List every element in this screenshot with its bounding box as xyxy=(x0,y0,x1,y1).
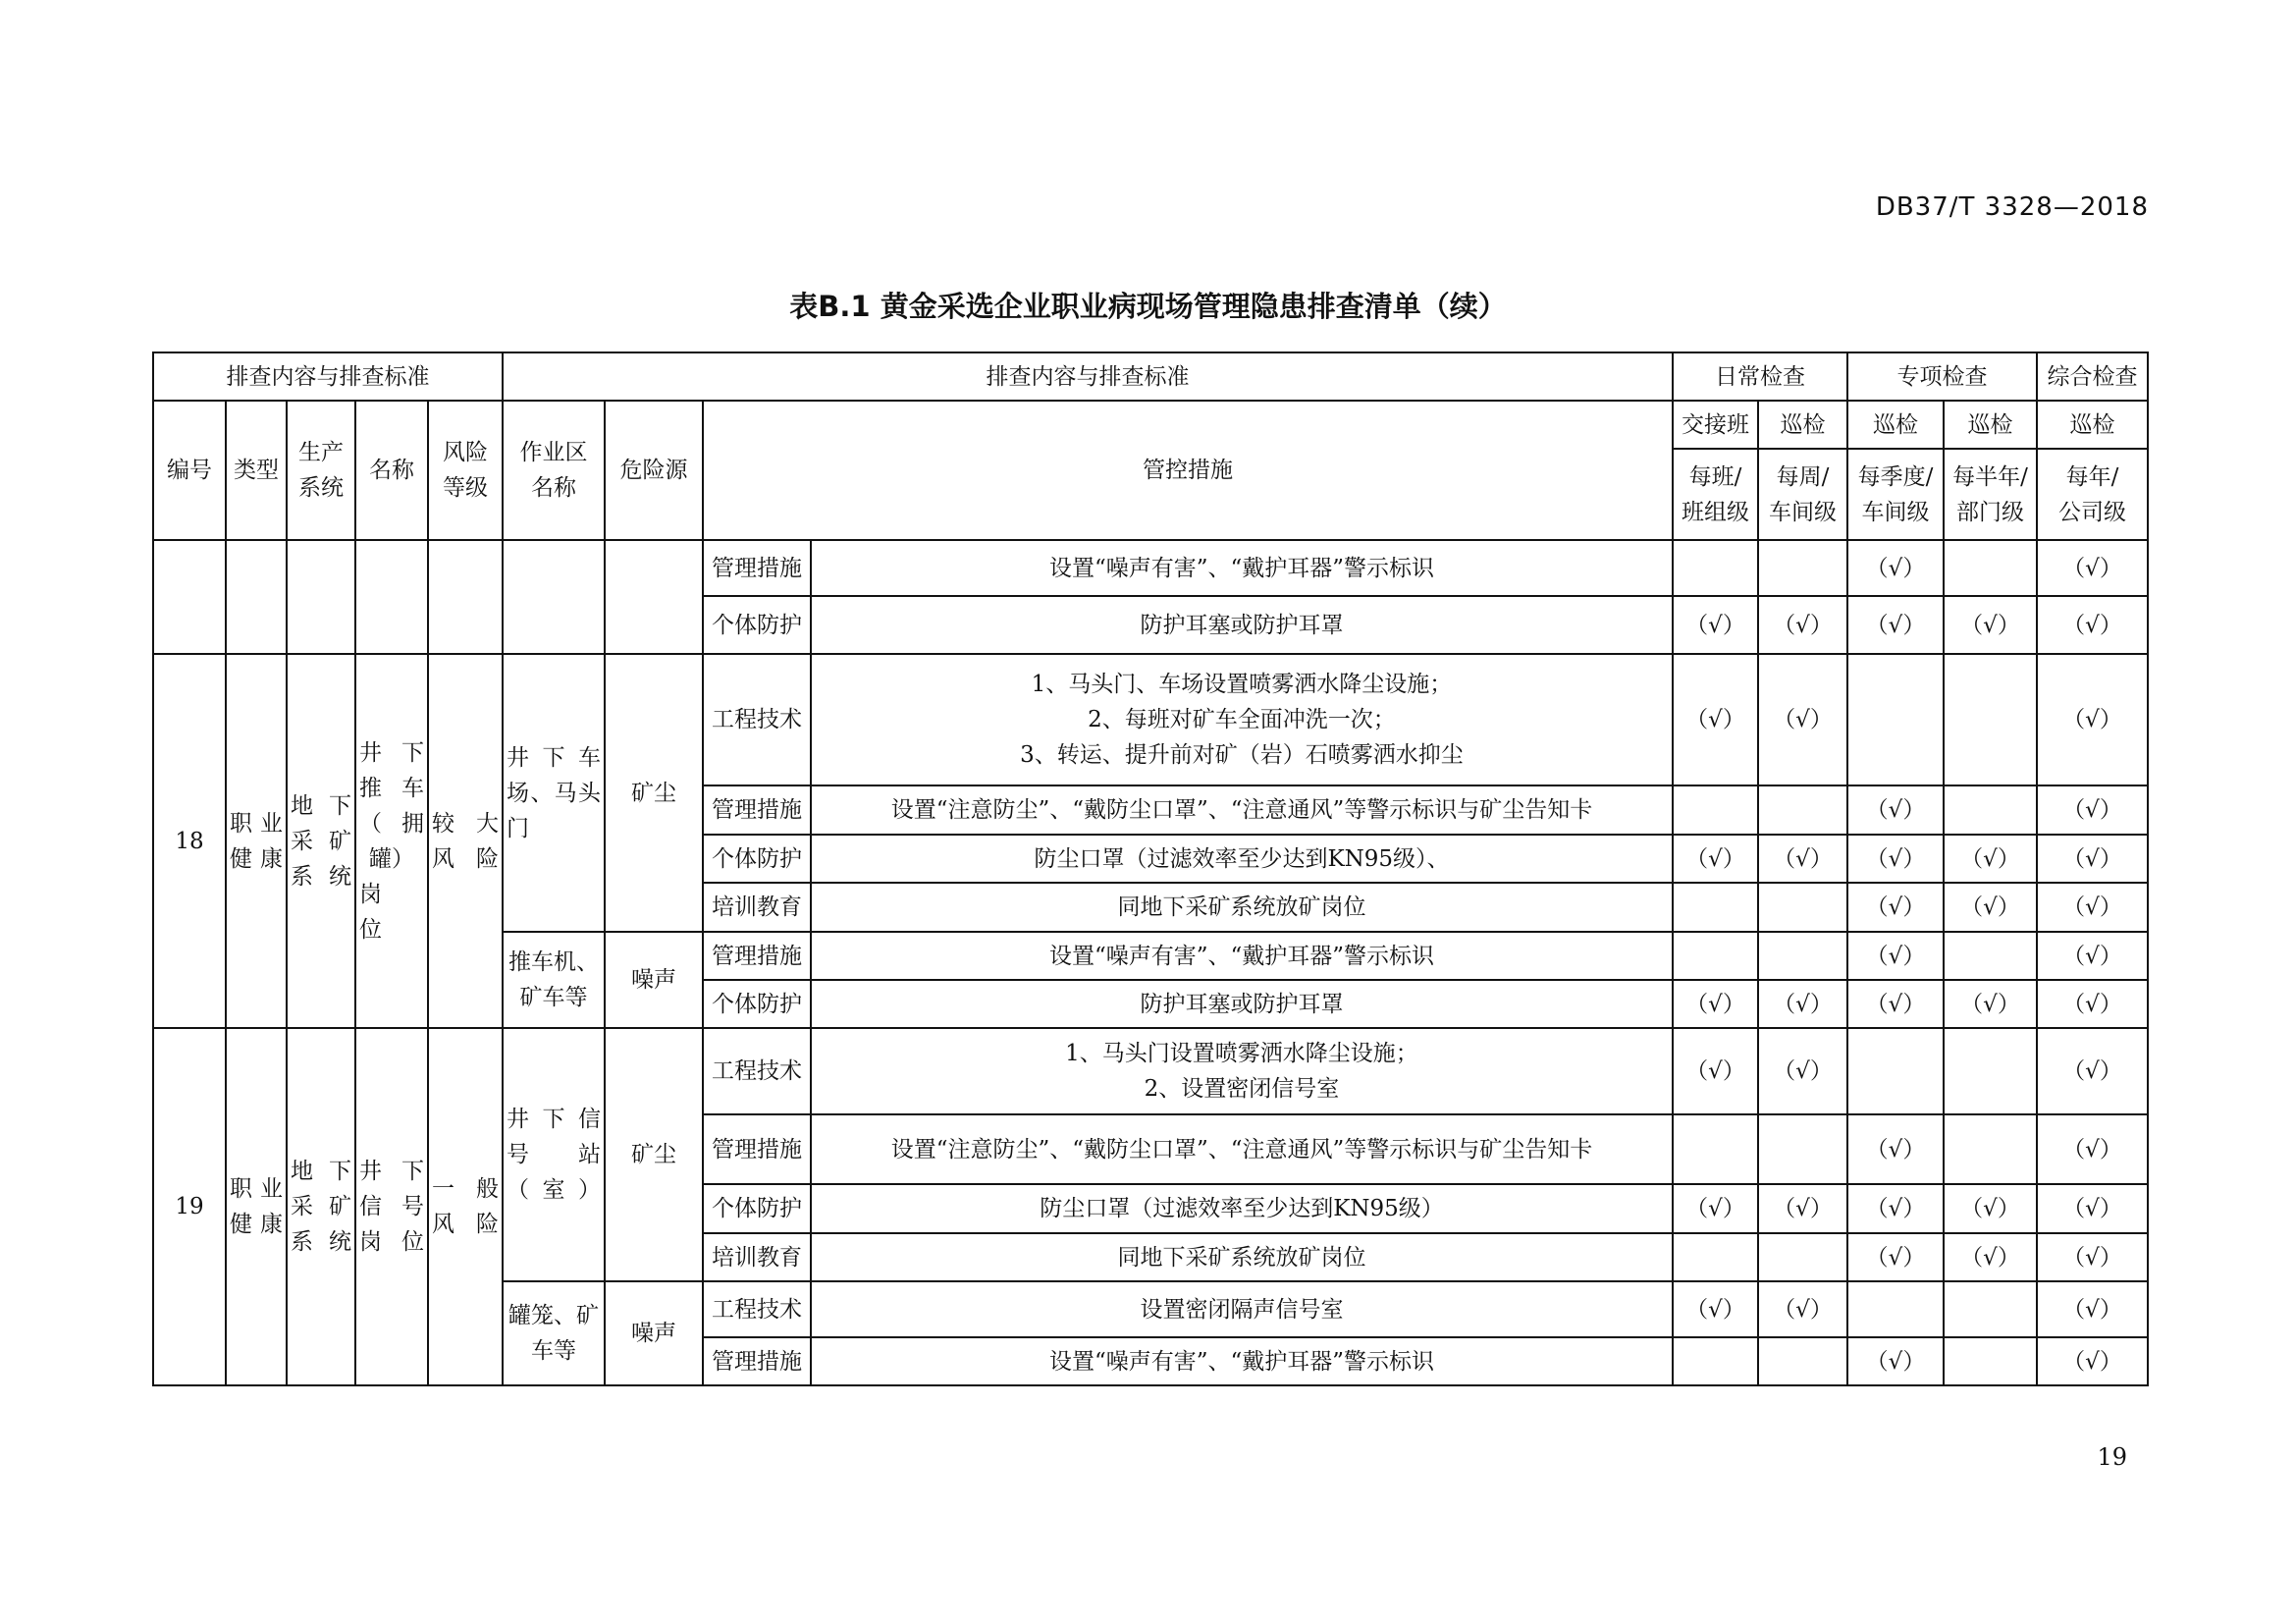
item-number: 19 xyxy=(153,1028,226,1385)
check-mark: （√） xyxy=(1847,1114,1944,1184)
cont-type xyxy=(226,540,287,654)
measure-text: 防护耳塞或防护耳罩 xyxy=(811,980,1673,1028)
check-mark: （√） xyxy=(1944,1233,2037,1281)
hazard-source: 噪声 xyxy=(605,932,703,1028)
check-mark: （√） xyxy=(1944,596,2037,654)
check-mark: （√） xyxy=(1673,1281,1758,1337)
measure-text: 防尘口罩（过滤效率至少达到KN95级） xyxy=(811,1184,1673,1233)
check-cell xyxy=(1758,1337,1847,1385)
header-hazard: 危险源 xyxy=(605,401,703,540)
header-system: 生产 系统 xyxy=(287,401,355,540)
check-cell xyxy=(1944,1114,2037,1184)
check-cell xyxy=(1758,785,1847,835)
measure-category: 个体防护 xyxy=(703,596,811,654)
item-risk-level: 较大 风险 xyxy=(428,654,503,1028)
check-mark: （√） xyxy=(1847,1233,1944,1281)
header-shift-handover: 交接班 xyxy=(1673,401,1758,449)
hazard-source: 矿尘 xyxy=(605,654,703,932)
measure-category: 个体防护 xyxy=(703,1184,811,1233)
check-cell xyxy=(1847,1281,1944,1337)
measure-text: 1、马头门设置喷雾洒水降尘设施； 2、设置密闭信号室 xyxy=(811,1028,1673,1114)
page-number: 19 xyxy=(2097,1443,2127,1471)
measure-category: 管理措施 xyxy=(703,785,811,835)
measure-text: 设置“注意防尘”、“戴防尘口罩”、“注意通风”等警示标识与矿尘告知卡 xyxy=(811,785,1673,835)
check-mark: （√） xyxy=(1847,1184,1944,1233)
item-type: 职业 健康 xyxy=(226,654,287,1028)
item-type: 职业 健康 xyxy=(226,1028,287,1385)
check-cell xyxy=(1673,1114,1758,1184)
header-row-group xyxy=(153,352,2148,401)
measure-text: 设置“噪声有害”、“戴护耳器”警示标识 xyxy=(811,1337,1673,1385)
header-no: 编号 xyxy=(153,401,226,540)
measure-text: 防护耳塞或防护耳罩 xyxy=(811,596,1673,654)
header-type: 类型 xyxy=(226,401,287,540)
check-mark: （√） xyxy=(1673,654,1758,785)
check-cell xyxy=(1944,654,2037,785)
check-cell xyxy=(1847,654,1944,785)
check-cell xyxy=(1944,1281,2037,1337)
measure-category: 管理措施 xyxy=(703,932,811,980)
table-title: 表B.1 黄金采选企业职业病现场管理隐患排查清单（续） xyxy=(789,290,1507,323)
check-mark: （√） xyxy=(2037,1337,2148,1385)
check-mark: （√） xyxy=(1758,654,1847,785)
check-cell xyxy=(1673,883,1758,932)
check-mark: （√） xyxy=(1944,1184,2037,1233)
check-mark: （√） xyxy=(2037,1281,2148,1337)
check-cell xyxy=(1758,540,1847,596)
check-mark: （√） xyxy=(1847,980,1944,1028)
check-mark: （√） xyxy=(1847,883,1944,932)
cont-area xyxy=(503,540,605,654)
check-mark: （√） xyxy=(1847,1337,1944,1385)
work-area: 推车机、 矿车等 xyxy=(503,932,605,1028)
check-mark: （√） xyxy=(1758,1184,1847,1233)
check-mark: （√） xyxy=(1847,835,1944,883)
cont-hazard xyxy=(605,540,703,654)
check-mark: （√） xyxy=(2037,1184,2148,1233)
cont-level xyxy=(428,540,503,654)
header-name: 名称 xyxy=(355,401,428,540)
work-area: 井下信 号站 （室） xyxy=(503,1028,605,1281)
check-mark: （√） xyxy=(1944,835,2037,883)
measure-category: 管理措施 xyxy=(703,1337,811,1385)
measure-category: 工程技术 xyxy=(703,1281,811,1337)
check-mark: （√） xyxy=(1847,540,1944,596)
measure-category: 个体防护 xyxy=(703,835,811,883)
check-mark: （√） xyxy=(1673,1028,1758,1114)
measure-text: 设置“噪声有害”、“戴护耳器”警示标识 xyxy=(811,932,1673,980)
check-mark: （√） xyxy=(2037,980,2148,1028)
check-cell xyxy=(1673,785,1758,835)
check-mark: （√） xyxy=(1944,883,2037,932)
header-patrol-weekly: 巡检 xyxy=(1758,401,1847,449)
freq-yearly: 每年/ 公司级 xyxy=(2037,449,2148,540)
hazard-source: 噪声 xyxy=(605,1281,703,1385)
cont-name xyxy=(355,540,428,654)
check-mark: （√） xyxy=(2037,1028,2148,1114)
check-mark: （√） xyxy=(1944,980,2037,1028)
freq-quarterly: 每季度/ 车间级 xyxy=(1847,449,1944,540)
check-cell xyxy=(1758,1114,1847,1184)
item-name: 井下 信号 岗位 xyxy=(355,1028,428,1385)
check-mark: （√） xyxy=(2037,785,2148,835)
measure-text: 同地下采矿系统放矿岗位 xyxy=(811,1233,1673,1281)
check-mark: （√） xyxy=(1847,932,1944,980)
check-cell xyxy=(1673,1233,1758,1281)
check-mark: （√） xyxy=(1758,1281,1847,1337)
check-mark: （√） xyxy=(2037,540,2148,596)
cont-no xyxy=(153,540,226,654)
item-name: 井下 推车 （拥 罐）岗 位 xyxy=(355,654,428,1028)
cont-system xyxy=(287,540,355,654)
check-cell xyxy=(1758,883,1847,932)
measure-category: 管理措施 xyxy=(703,1114,811,1184)
hazard-source: 矿尘 xyxy=(605,1028,703,1281)
measure-category: 个体防护 xyxy=(703,980,811,1028)
check-mark: （√） xyxy=(1673,835,1758,883)
item-system: 地下 采矿 系统 xyxy=(287,1028,355,1385)
check-mark: （√） xyxy=(1673,980,1758,1028)
header-measures: 管控措施 xyxy=(703,401,1673,540)
check-mark: （√） xyxy=(1758,980,1847,1028)
check-mark: （√） xyxy=(1847,596,1944,654)
check-mark: （√） xyxy=(1847,785,1944,835)
check-cell xyxy=(1944,932,2037,980)
check-mark: （√） xyxy=(2037,835,2148,883)
table-row xyxy=(153,540,2148,596)
check-mark: （√） xyxy=(1673,596,1758,654)
measure-text: 设置“噪声有害”、“戴护耳器”警示标识 xyxy=(811,540,1673,596)
measure-text: 1、马头门、车场设置喷雾洒水降尘设施； 2、每班对矿车全面冲洗一次； 3、转运、提升前对矿（岩）石喷雾洒水抑尘 xyxy=(811,654,1673,785)
check-cell xyxy=(1673,932,1758,980)
check-cell xyxy=(1758,932,1847,980)
freq-weekly: 每周/ 车间级 xyxy=(1758,449,1847,540)
work-area: 井下车 场、马头 门 xyxy=(503,654,605,932)
header-group-right: 排查内容与排查标准 xyxy=(503,352,1673,401)
check-mark: （√） xyxy=(2037,1233,2148,1281)
table-row xyxy=(153,1028,2148,1114)
check-cell xyxy=(1944,1028,2037,1114)
check-cell xyxy=(1944,540,2037,596)
freq-halfyear: 每半年/ 部门级 xyxy=(1944,449,2037,540)
measure-category: 培训教育 xyxy=(703,1233,811,1281)
check-cell xyxy=(1944,1337,2037,1385)
check-mark: （√） xyxy=(2037,932,2148,980)
check-cell xyxy=(1758,1233,1847,1281)
measure-text: 防尘口罩（过滤效率至少达到KN95级）、 xyxy=(811,835,1673,883)
header-row-columns xyxy=(153,401,2148,449)
check-mark: （√） xyxy=(2037,596,2148,654)
check-cell xyxy=(1673,1337,1758,1385)
header-comprehensive-check: 综合检查 xyxy=(2037,352,2148,401)
freq-per-shift: 每班/ 班组级 xyxy=(1673,449,1758,540)
item-number: 18 xyxy=(153,654,226,1028)
header-group-left: 排查内容与排查标准 xyxy=(153,352,503,401)
check-mark: （√） xyxy=(1758,596,1847,654)
item-system: 地下 采矿 系统 xyxy=(287,654,355,1028)
header-level: 风险 等级 xyxy=(428,401,503,540)
measure-text: 设置密闭隔声信号室 xyxy=(811,1281,1673,1337)
check-mark: （√） xyxy=(2037,883,2148,932)
document-code: DB37/T 3328—2018 xyxy=(1875,192,2149,222)
measure-text: 同地下采矿系统放矿岗位 xyxy=(811,883,1673,932)
check-mark: （√） xyxy=(2037,1114,2148,1184)
check-mark: （√） xyxy=(2037,654,2148,785)
header-patrol-yearly: 巡检 xyxy=(2037,401,2148,449)
check-cell xyxy=(1673,540,1758,596)
measure-category: 培训教育 xyxy=(703,883,811,932)
header-patrol-halfyear: 巡检 xyxy=(1944,401,2037,449)
check-mark: （√） xyxy=(1758,1028,1847,1114)
check-mark: （√） xyxy=(1673,1184,1758,1233)
header-daily-check: 日常检查 xyxy=(1673,352,1847,401)
check-mark: （√） xyxy=(1758,835,1847,883)
measure-category: 管理措施 xyxy=(703,540,811,596)
header-area: 作业区 名称 xyxy=(503,401,605,540)
measure-text: 设置“注意防尘”、“戴防尘口罩”、“注意通风”等警示标识与矿尘告知卡 xyxy=(811,1114,1673,1184)
measure-category: 工程技术 xyxy=(703,1028,811,1114)
work-area: 罐笼、矿 车等 xyxy=(503,1281,605,1385)
header-patrol-quarterly: 巡检 xyxy=(1847,401,1944,449)
inspection-table xyxy=(152,352,2149,1386)
measure-category: 工程技术 xyxy=(703,654,811,785)
table-row xyxy=(153,654,2148,785)
header-special-check: 专项检查 xyxy=(1847,352,2037,401)
check-cell xyxy=(1847,1028,1944,1114)
item-risk-level: 一般 风险 xyxy=(428,1028,503,1385)
check-cell xyxy=(1944,785,2037,835)
